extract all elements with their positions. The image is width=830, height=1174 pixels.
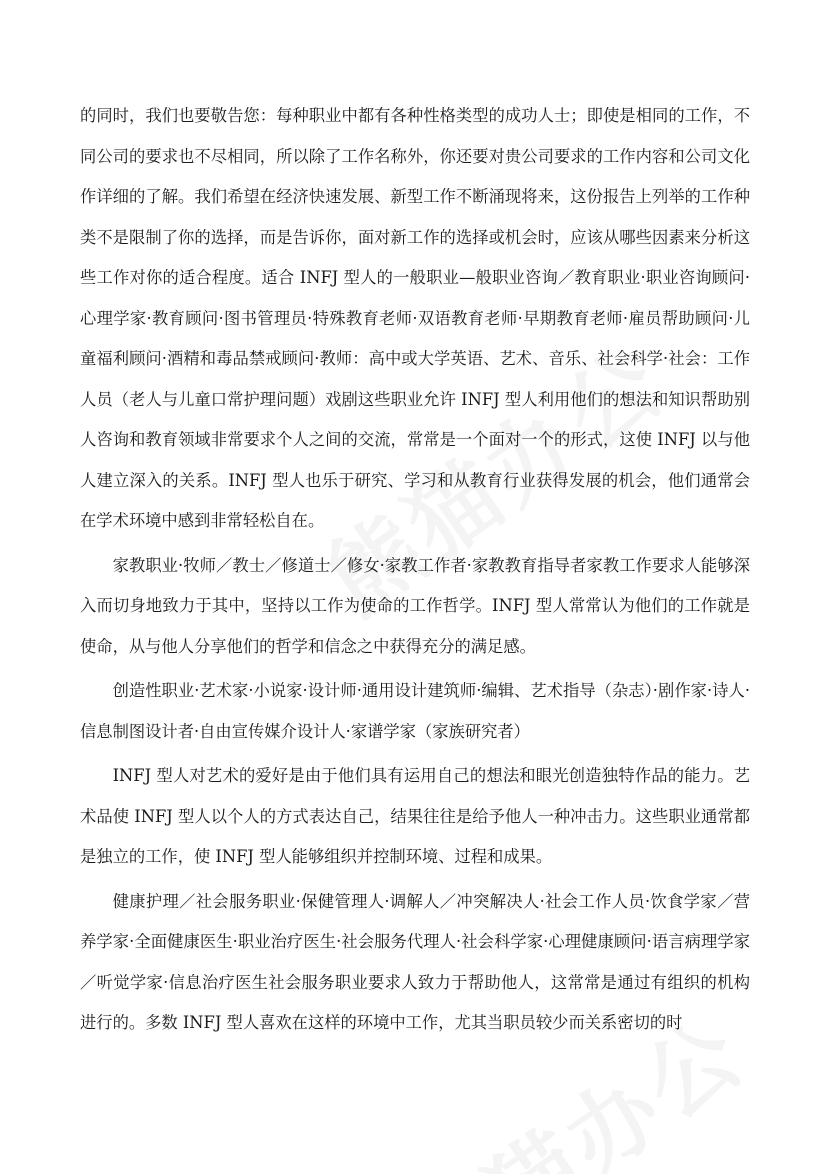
paragraph-religious-careers: 家教职业·牧师／教士／修道士／修女·家教工作者·家教教育指导者家教工作要求人能够深入而切身地致力于其中，坚持以工作为使命的工作哲学。INFJ 型人常常认为他们的工作就是使命，从与他人分享他们的哲学和信念之中获得充分的满足感。: [80, 555, 750, 656]
paragraph-art-preference: INFJ 型人对艺术的爱好是由于他们具有运用自己的想法和眼光创造独特作品的能力。艺术品使 INFJ 型人以个人的方式表达自己，结果往往是给予他人一种冲击力。这些职业通常都是独立的工作，使 INFJ 型人能够组织并控制环境、过程和成果。: [80, 766, 750, 866]
paragraph-continued: 的同时，我们也要敬告您：每种职业中都有各种性格类型的成功人士；即使是相同的工作，不同公司的要求也不尽相同，所以除了工作名称外，你还要对贵公司要求的工作内容和公司文化作详细的了解。我们希望在经济快速发展、新型工作不断涌现将来，这份报告上列举的工作种类不是限制了你的选择，而是告诉你，面对新工作的选择或机会时，应该从哪些因素来分析这些工作对你的适合程度。适合 INFJ 型人的一般职业—般职业咨询／教育职业·职业咨询顾问·心理学家·教育顾问·图书管理员·特殊教育老师·双语教育老师·早期教育老师·雇员帮助顾问·儿童福利顾问·酒精和毒品禁戒顾问·教师：高中或大学英语、艺术、音乐、社会科学·社会：工作人员（老人与儿童口常护理问题）戏剧这些职业允许 INFJ 型人利用他们的想法和知识帮助别人咨询和教育领域非常要求个人之间的交流，常常是一个面对一个的形式，这使 INFJ 以与他人建立深入的关系。INFJ 型人也乐于研究、学习和从教育行业获得发展的机会，他们通常会在学术环境中感到非常轻松自在。: [80, 106, 750, 530]
paragraph-creative-careers: 创造性职业·艺术家·小说家·设计师·通用设计建筑师·编辑、艺术指导（杂志）·剧作家·诗人·信息制图设计者·自由宣传媒介设计人·家谱学家（家族研究者）: [80, 681, 750, 741]
paragraph-health-care-careers: 健康护理／社会服务职业·保健管理人·调解人／冲突解决人·社会工作人员·饮食学家／营养学家·全面健康医生·职业治疗医生·社会服务代理人·社会科学家·心理健康顾问·语言病理学家／听觉学家·信息治疗医生社会服务职业要求人致力于帮助他人，这常常是通过有组织的机构进行的。多数 INFJ 型人喜欢在这样的环境中工作，尤其当职员较少而关系密切的时: [80, 891, 750, 1032]
document-body: [80, 96, 750, 1048]
